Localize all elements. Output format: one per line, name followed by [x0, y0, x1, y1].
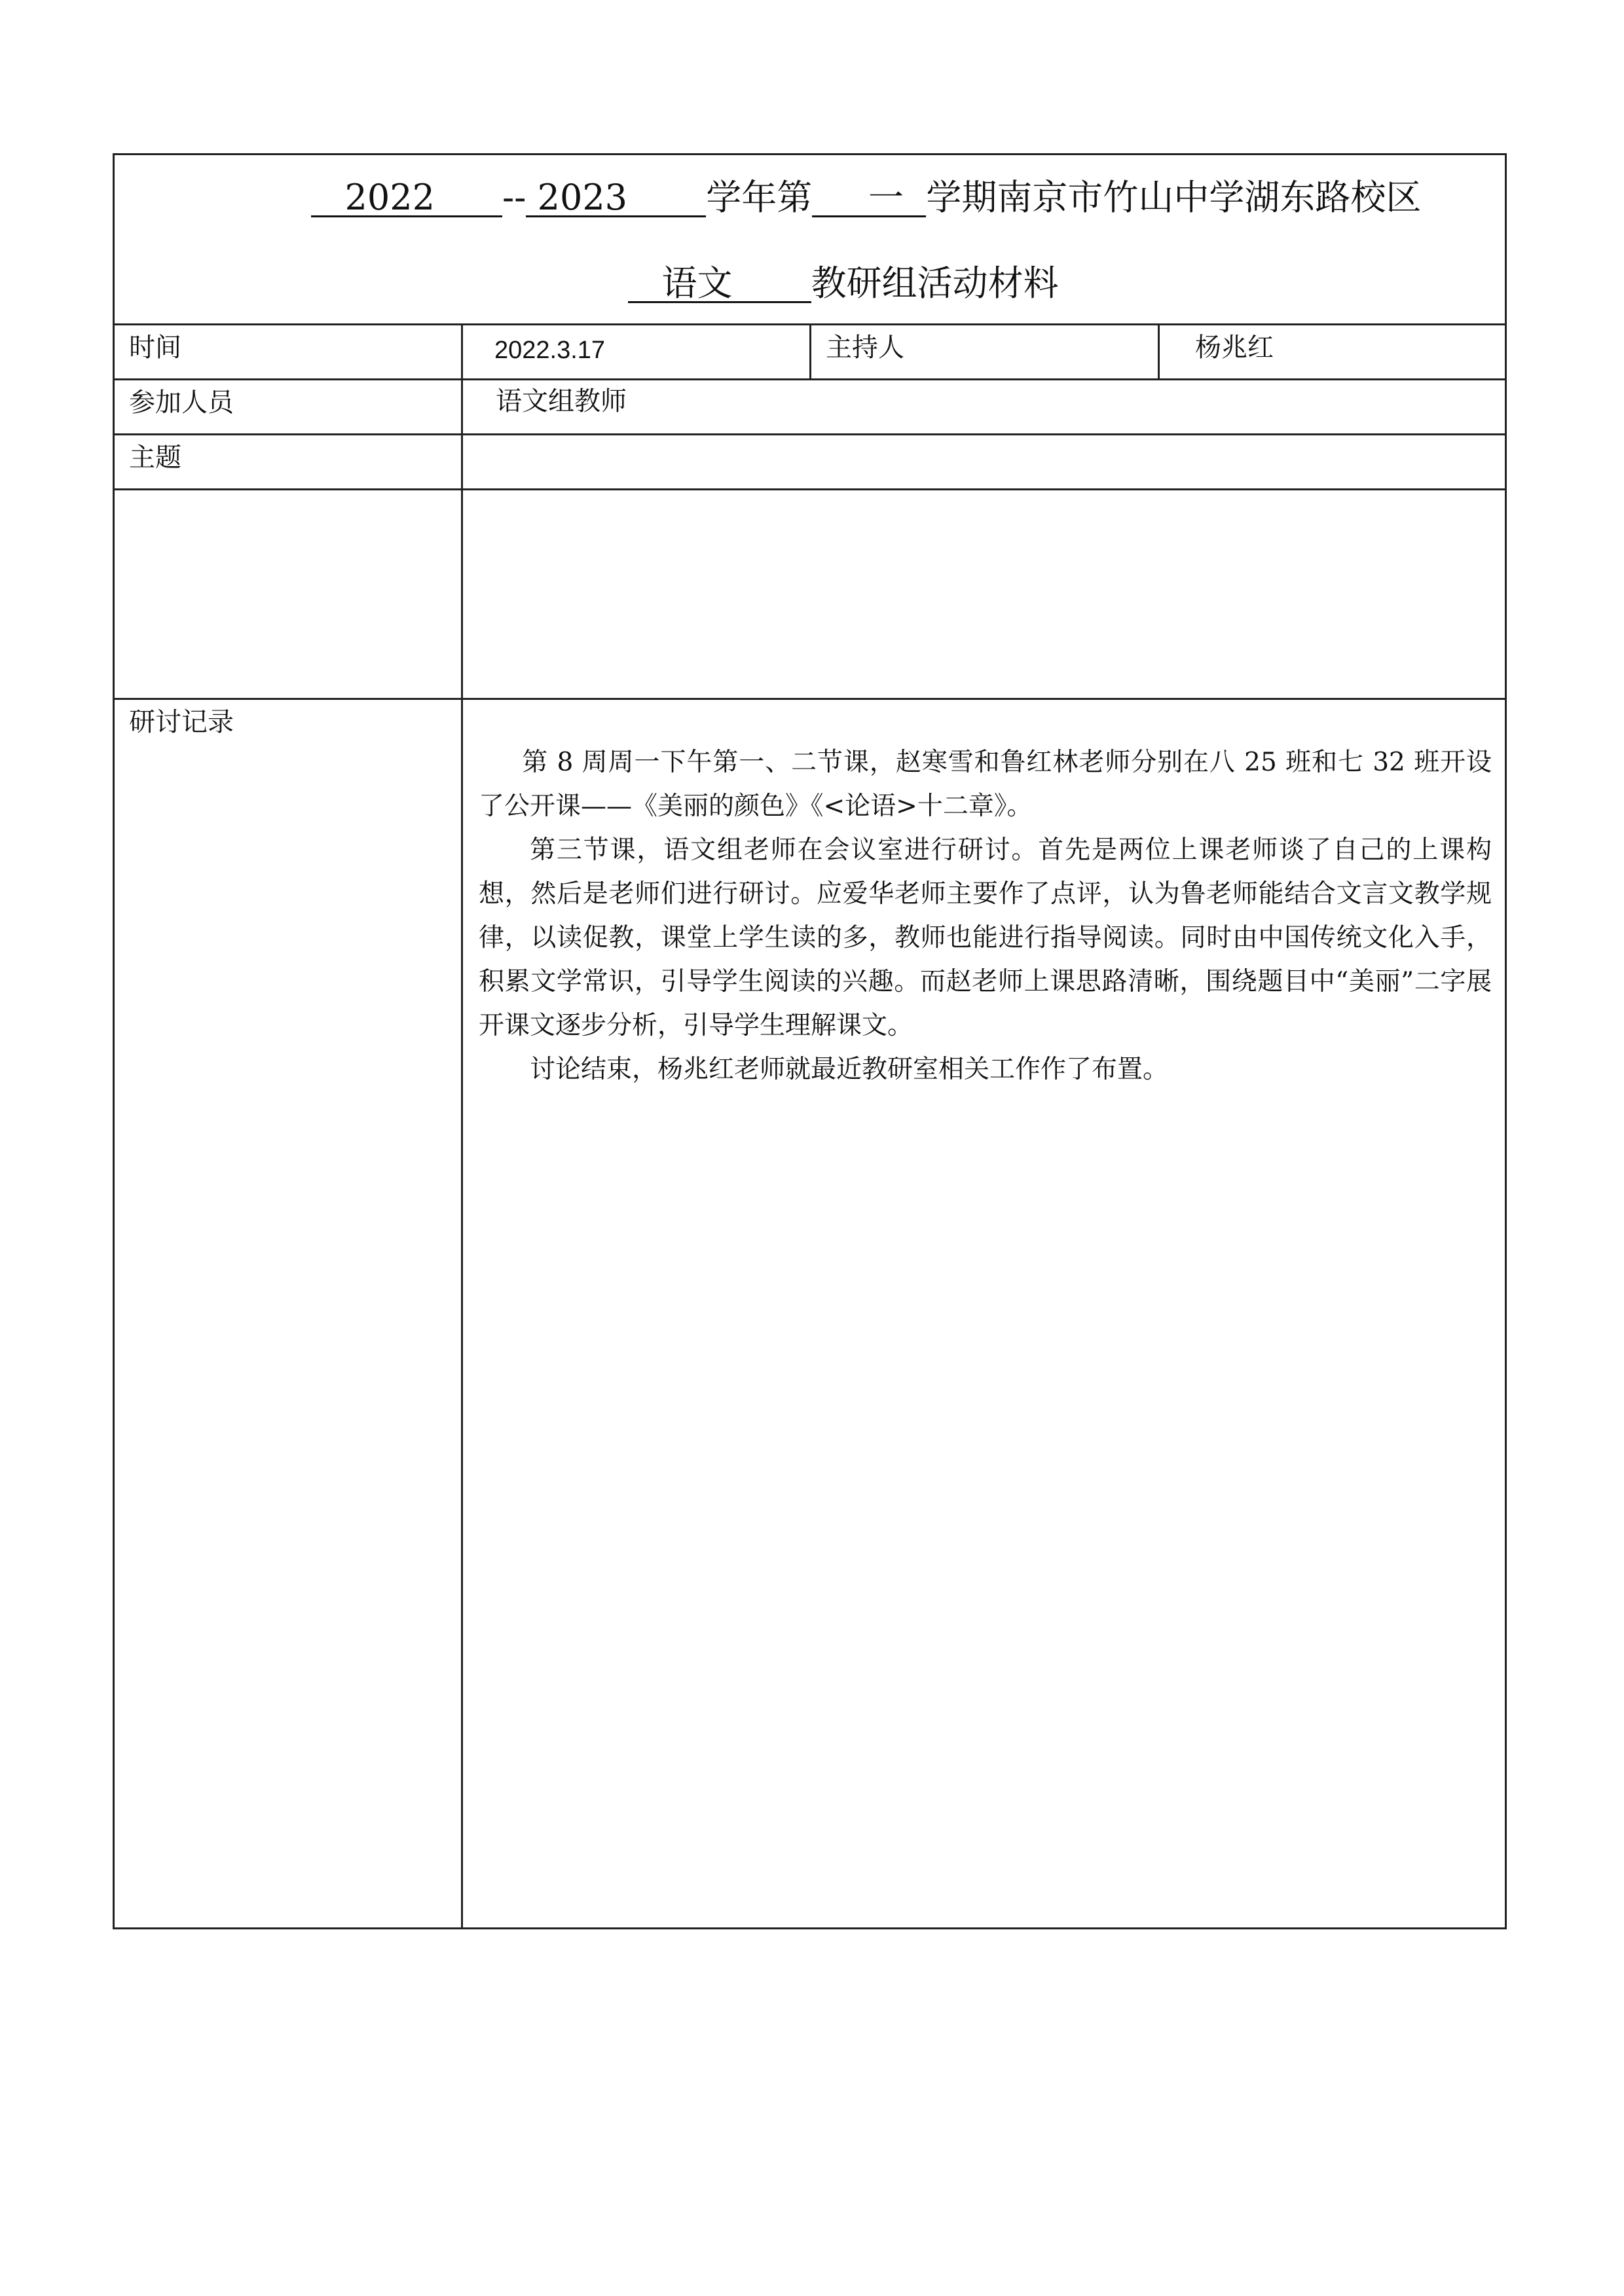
host-value: 杨兆红 [1195, 333, 1274, 363]
topic-row [114, 435, 1506, 490]
subject-blank [628, 263, 811, 304]
host-value-cell [1159, 325, 1506, 380]
participants-row [114, 380, 1506, 435]
record-content-cell [462, 699, 1506, 1929]
year-start: 2022 [344, 177, 435, 218]
time-value-cell [462, 325, 811, 380]
blank-value-cell [462, 490, 1506, 699]
record-paragraph: 第 8 周周一下午第一、二节课，赵寒雪和鲁红林老师分别在八 25 班和七 32 班开设了公开课——《美丽的颜色》《<论语>十二章》。 [479, 748, 1492, 821]
topic-label-cell [114, 435, 462, 490]
year-separator: -- [502, 177, 526, 218]
subject: 语文 [661, 263, 733, 304]
time-label: 时间 [129, 333, 181, 363]
participants-label-cell [114, 380, 462, 435]
title-line-1 [115, 155, 1505, 217]
term: 一 [868, 177, 904, 218]
participants-value-cell [462, 380, 1506, 435]
topic-value-cell [462, 435, 1506, 490]
title-cell [114, 155, 1506, 325]
time-label-cell [114, 325, 462, 380]
topic-label: 主题 [129, 443, 181, 473]
record-row [114, 699, 1506, 1929]
title-line-2 [115, 263, 1505, 304]
participants-value: 语文组教师 [496, 386, 627, 416]
title-row [114, 155, 1506, 325]
record-body [463, 700, 1505, 1091]
time-value: 2022.3.17 [494, 337, 606, 364]
year-start-blank [311, 177, 502, 218]
doc-title: 教研组活动材料 [811, 263, 1059, 304]
term-blank [812, 177, 926, 218]
record-paragraph: 第三节课，语文组老师在会议室进行研讨。首先是两位上课老师谈了自己的上课构想，然后是老师们进行研讨。应爱华老师主要作了点评，认为鲁老师能结合文言文教学规律，以读促教，课堂上学生读的多，教师也能进行指导阅读。同时由中国传统文化入手，积累文学常识，引导学生阅读的兴趣。而赵老师上课思路清晰，围绕题目中“美丽”二字展开课文逐步分析，引导学生理解课文。 [479, 835, 1492, 1040]
host-label-cell [811, 325, 1159, 380]
record-label-cell [114, 699, 462, 1929]
participants-label: 参加人员 [129, 388, 234, 418]
blank-row [114, 490, 1506, 699]
record-label: 研讨记录 [129, 707, 234, 737]
school-name: 学期南京市竹山中学湖东路校区 [926, 177, 1422, 218]
year-suffix: 学年第 [706, 177, 813, 218]
topic-value [463, 435, 1505, 445]
activity-record-table [113, 153, 1507, 1929]
year-end-blank [526, 177, 706, 218]
time-row [114, 325, 1506, 380]
host-label: 主持人 [826, 333, 904, 363]
record-paragraph: 讨论结束，杨兆红老师就最近教研室相关工作作了布置。 [530, 1055, 1169, 1084]
blank-label-cell [114, 490, 462, 699]
year-end: 2023 [537, 177, 628, 218]
